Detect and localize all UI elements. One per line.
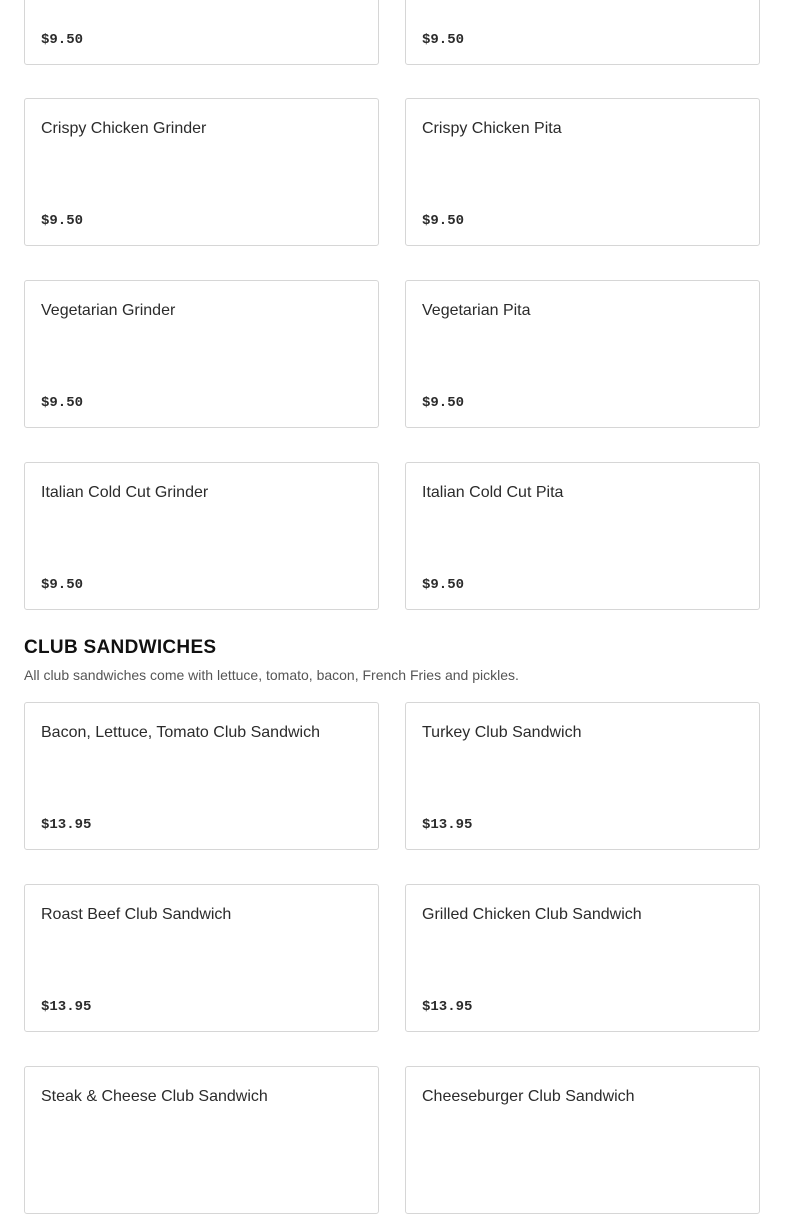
menu-item-card[interactable] (24, 98, 379, 246)
menu-item-card[interactable] (405, 702, 760, 850)
menu-item-card[interactable] (405, 884, 760, 1032)
menu-item-name: Roast Beef Club Sandwich (41, 906, 232, 923)
menu-item-price: $9.50 (422, 213, 465, 229)
menu-item-card[interactable] (24, 884, 379, 1032)
menu-item-card[interactable] (405, 280, 760, 428)
menu-item-name: Vegetarian Pita (422, 302, 531, 319)
menu-item-card[interactable] (24, 1066, 379, 1214)
menu-item-card[interactable] (405, 462, 760, 610)
menu-item-price: $9.50 (422, 577, 465, 593)
menu-item-price: $13.95 (422, 817, 473, 833)
menu-item-name: Cheeseburger Club Sandwich (422, 1088, 635, 1105)
menu-item-name: Steak & Cheese Club Sandwich (41, 1088, 268, 1105)
menu-item-name: Turkey Club Sandwich (422, 724, 582, 741)
menu-item-card[interactable] (405, 1066, 760, 1214)
section-description: All club sandwiches come with lettuce, tomato, bacon, French Fries and pickles. (24, 667, 519, 683)
menu-item-price: $13.95 (422, 999, 473, 1015)
menu-item-price: $9.50 (422, 32, 465, 48)
menu-item-card[interactable] (405, 98, 760, 246)
menu-item-name: Bacon, Lettuce, Tomato Club Sandwich (41, 724, 320, 741)
menu-item-price: $9.50 (41, 213, 84, 229)
menu-item-price: $13.95 (41, 999, 92, 1015)
menu-item-price: $9.50 (41, 32, 84, 48)
menu-item-card[interactable] (24, 280, 379, 428)
menu-item-name: Crispy Chicken Pita (422, 120, 562, 137)
section-title: CLUB SANDWICHES (24, 637, 217, 658)
menu-item-name: Vegetarian Grinder (41, 302, 176, 319)
menu-item-name: Italian Cold Cut Grinder (41, 484, 209, 501)
menu-item-card[interactable] (405, 0, 760, 65)
menu-item-price: $9.50 (422, 395, 465, 411)
menu-item-price: $13.95 (41, 817, 92, 833)
menu-item-card[interactable] (24, 0, 379, 65)
menu-item-name: Grilled Chicken Club Sandwich (422, 906, 642, 923)
menu-item-card[interactable] (24, 462, 379, 610)
menu-item-card[interactable] (24, 702, 379, 850)
menu-item-name: Crispy Chicken Grinder (41, 120, 207, 137)
menu-item-name: Italian Cold Cut Pita (422, 484, 564, 501)
menu-item-price: $9.50 (41, 577, 84, 593)
menu-item-price: $9.50 (41, 395, 84, 411)
